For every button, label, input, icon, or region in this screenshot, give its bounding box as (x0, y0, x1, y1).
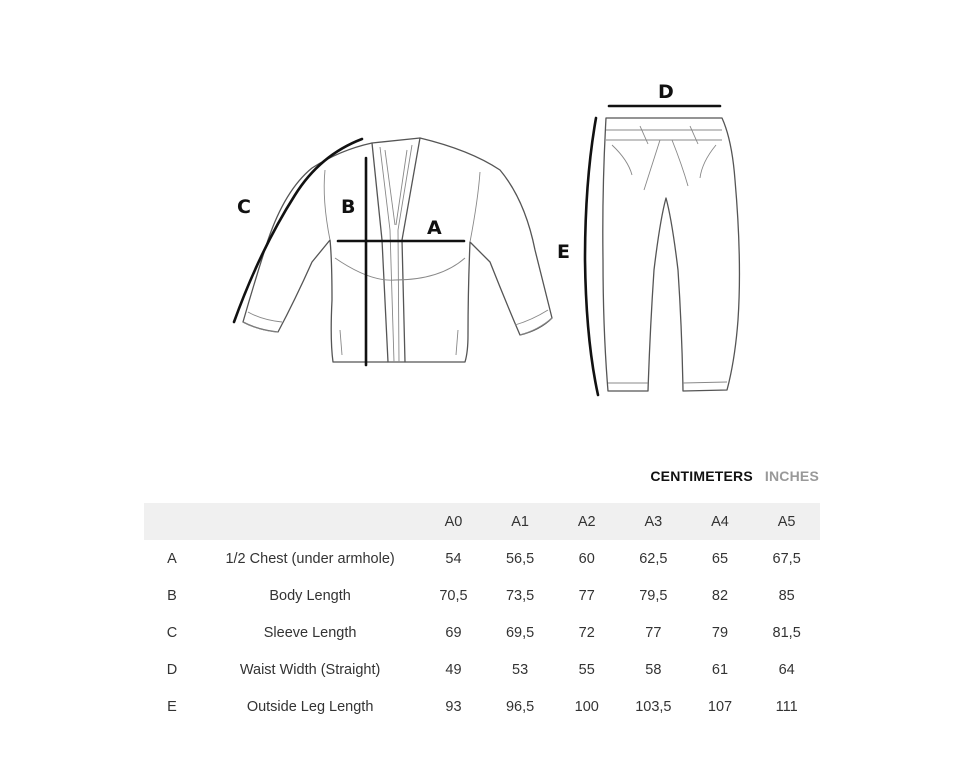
label-e: E (557, 241, 570, 263)
header-size: A0 (444, 513, 463, 530)
row-value: 93 (445, 698, 462, 715)
row-value: 77 (578, 587, 595, 604)
row-value: 81,5 (772, 624, 801, 641)
row-value: 55 (578, 661, 595, 678)
header-size: A1 (511, 513, 529, 530)
row-value: 111 (775, 698, 798, 715)
centimeters-tab[interactable]: CENTIMETERS (650, 468, 753, 484)
row-measurement: Outside Leg Length (246, 698, 374, 715)
row-value: 69,5 (505, 624, 535, 641)
row-value: 85 (778, 587, 795, 604)
row-value: 107 (707, 698, 733, 715)
row-value: 62,5 (639, 550, 668, 567)
row-value: 77 (645, 624, 662, 641)
table-row (144, 651, 820, 688)
row-letter: B (167, 587, 177, 604)
header-size: A2 (577, 513, 596, 530)
row-measurement: Body Length (269, 587, 351, 604)
row-value: 64 (778, 661, 795, 678)
label-b: B (341, 196, 356, 218)
row-value: 79,5 (639, 587, 668, 604)
header-size: A3 (644, 513, 663, 530)
header-letter (144, 503, 200, 540)
header-size: A5 (777, 513, 796, 530)
row-value: 103,5 (635, 698, 672, 715)
measure-line-c (234, 139, 362, 322)
row-value: 61 (711, 661, 729, 678)
header-measurement (200, 503, 420, 540)
row-value: 49 (445, 661, 462, 678)
label-c: C (237, 196, 251, 218)
row-value: 56,5 (505, 550, 535, 567)
table-row (144, 688, 820, 725)
row-measurement: 1/2 Chest (under armhole) (225, 550, 395, 567)
label-a: A (427, 217, 442, 239)
row-value: 96,5 (505, 698, 535, 715)
row-value: 69 (445, 624, 462, 641)
size-chart-table (144, 503, 820, 725)
table-row (144, 577, 820, 614)
pants-drawing (603, 118, 740, 391)
row-value: 60 (578, 550, 595, 567)
row-letter: D (166, 661, 178, 678)
header-size: A4 (711, 513, 729, 530)
row-value: 58 (645, 661, 662, 678)
row-letter: A (167, 550, 177, 567)
row-measurement: Waist Width (Straight) (239, 661, 381, 678)
table-row (144, 540, 820, 577)
row-value: 100 (574, 698, 599, 715)
table-header-row (144, 503, 820, 540)
row-letter: E (167, 698, 177, 715)
unit-toggle (650, 468, 819, 484)
row-value: 72 (578, 624, 595, 641)
row-value: 67,5 (772, 550, 801, 567)
row-value: 79 (711, 624, 729, 641)
row-value: 54 (445, 550, 462, 567)
row-letter: C (166, 624, 178, 641)
measure-line-e (585, 118, 598, 395)
row-value: 82 (711, 587, 729, 604)
row-value: 65 (711, 550, 729, 567)
table-row (144, 614, 820, 651)
label-d: D (658, 81, 674, 103)
row-value: 73,5 (505, 587, 535, 604)
jacket-drawing (243, 138, 552, 362)
inches-tab[interactable]: INCHES (764, 468, 819, 484)
row-value: 53 (512, 661, 529, 678)
row-measurement: Sleeve Length (263, 624, 357, 641)
row-value: 70,5 (439, 587, 468, 604)
